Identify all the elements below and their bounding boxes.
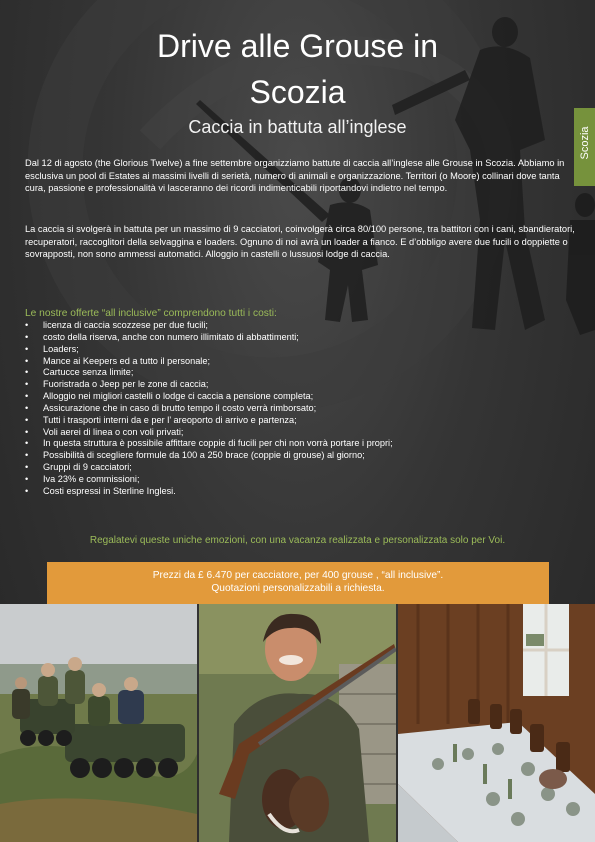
- photo-lodge-dining-room: [398, 604, 595, 842]
- intro-paragraph: Dal 12 di agosto (the Glorious Twelve) a fine settembre organizziamo battute di caccia all’inglese alle Grouse in Scozia. Abbiamo in esclusiva un pool di Estates ai massimi livelli di serietà, numero di animali e organizzazione. Territori (o Moore) collinari dove tanta cura, passione e professionalità vi lasceranno dei ricordi indimenticabili riportandovi indietro nel tempo.: [25, 158, 565, 193]
- list-item: • Loaders;: [25, 344, 565, 356]
- list-item: • costo della riserva, anche con numero illimitato di abbattimenti;: [25, 332, 565, 344]
- list-item: • Assicurazione che in caso di brutto tempo il costo verrà rimborsato;: [25, 403, 565, 415]
- list-item: • licenza di caccia scozzese per due fucili;: [25, 320, 565, 332]
- list-item: • Mance ai Keepers ed a tutto il personale;: [25, 356, 565, 368]
- list-item: • Cartucce senza limite;: [25, 367, 565, 379]
- photo-hunter-with-grouse: [199, 604, 396, 842]
- list-item: • In questa struttura è possibile affittare coppie di fucili per chi non vorrà portare i propri;: [25, 438, 565, 450]
- side-tab: [574, 108, 595, 186]
- offers-heading: Le nostre offerte “all inclusive” comprendono tutti i costi:: [25, 308, 277, 319]
- page-title-line1: Drive alle Grouse in: [157, 28, 438, 64]
- list-item: • Voli aerei di linea o con voli privati;: [25, 427, 565, 439]
- list-item: • Possibilità di scegliere formule da 100 a 250 brace (coppie di grouse) al giorno;: [25, 450, 565, 462]
- price-line: Prezzi da £ 6.470 per cacciatore, per 400 grouse , “all inclusive”.: [152, 570, 444, 581]
- offers-list: [25, 320, 565, 498]
- list-item: • Tutti i trasporti interni da e per l’ areoporto di arrivo e partenza;: [25, 415, 565, 427]
- list-item: • Gruppi di 9 cacciatori;: [25, 462, 565, 474]
- list-item: • Alloggio nei migliori castelli o lodge ci caccia a pensione completa;: [25, 391, 565, 403]
- hunt-description-paragraph: La caccia si svolgerà in battuta per un massimo di 9 cacciatori, coinvolgerà circa 80/100 persone, tra battitori con i cani, sbandieratori, recuperatori, raccoglitori della selvaggina e loaders. Ognuno di noi avrà un loader a fianco. E d’obbligo avere due fucili o doppiette o sovrapposti, non sono ammessi automatici. Alloggio in castelli o lussuosi lodge di caccia.: [25, 224, 575, 259]
- list-item: • Iva 23% e commissioni;: [25, 474, 565, 486]
- closing-tagline: Regalatevi queste uniche emozioni, con una vacanza realizzata e personalizzata solo per Voi.: [89, 535, 506, 546]
- list-item: • Costi espressi in Sterline Inglesi.: [25, 486, 565, 498]
- side-tab-label: Scozia: [579, 126, 591, 160]
- price-banner: [47, 562, 549, 604]
- photo-hunters-vehicle: [0, 604, 197, 842]
- page-subtitle: Caccia in battuta all’inglese: [188, 117, 407, 137]
- page-title-line2: Scozia: [249, 74, 346, 110]
- quote-line: Quotazioni personalizzabili a richiesta.: [211, 583, 385, 594]
- list-item: • Fuoristrada o Jeep per le zone di caccia;: [25, 379, 565, 391]
